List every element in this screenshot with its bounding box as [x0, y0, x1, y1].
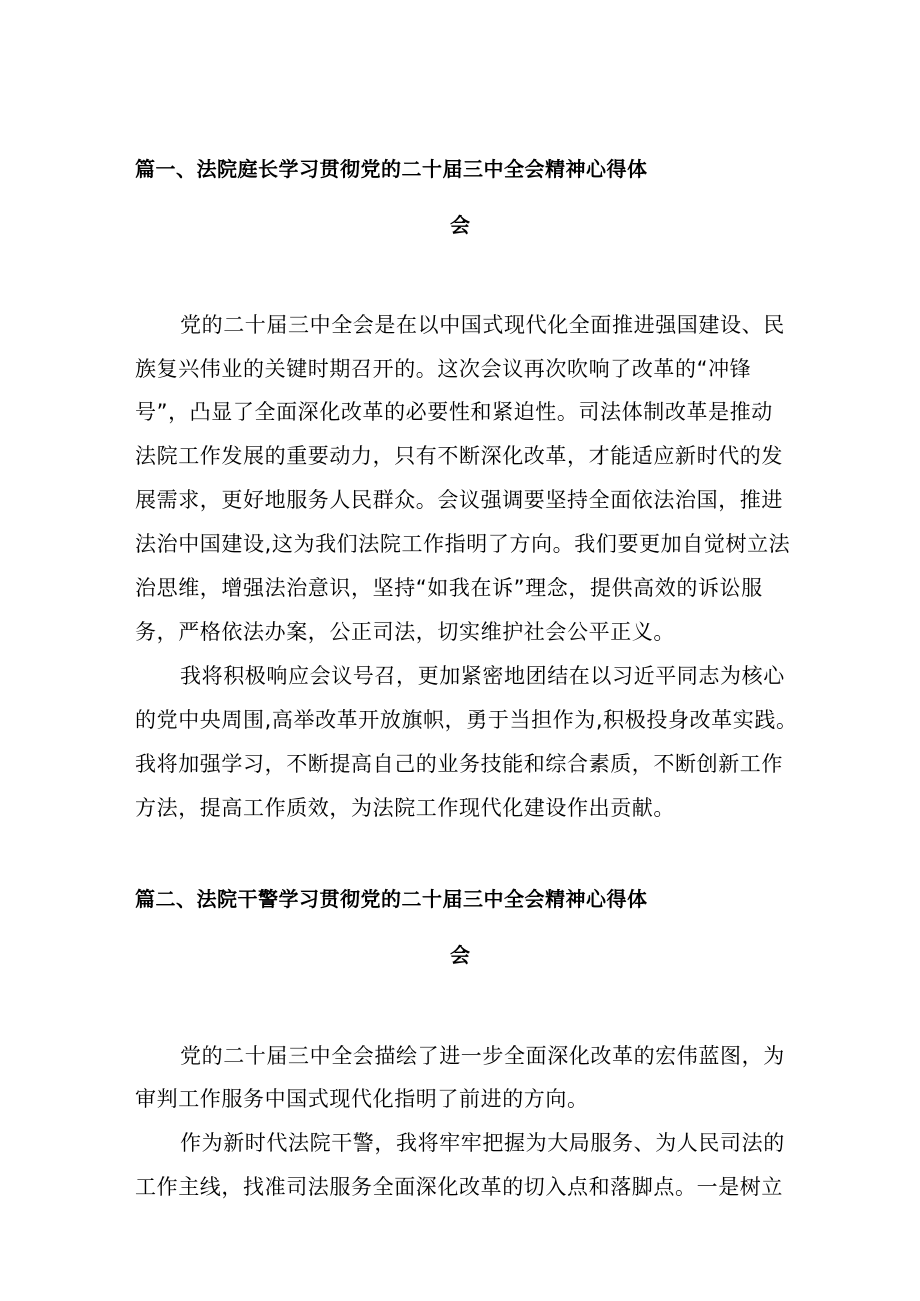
section2-p1-line1: 党的二十届三中全会描绘了进一步全面深化改革的宏伟蓝图，为 — [180, 1044, 785, 1068]
section1-p1-line6: 法治中国建设,这为我们法院工作指明了方向。我们要更加自觉树立法 — [135, 532, 791, 556]
section1-p1-line2: 族复兴伟业的关键时期召开的。这次会议再次吹响了改革的“冲锋 — [135, 357, 752, 381]
section2-p1-line2: 审判工作服务中国式现代化指明了前进的方向。 — [135, 1087, 589, 1111]
section1-title-line2: 会 — [450, 213, 470, 237]
section1-p1-line7: 治思维，增强法治意识，坚持“如我在诉”理念，提供高效的诉讼服 — [135, 576, 763, 600]
section2-title-line2: 会 — [450, 943, 470, 967]
section1-p1-line3: 号”，凸显了全面深化改革的必要性和紧迫性。司法体制改革是推动 — [135, 400, 773, 424]
section1-p2-line1: 我将积极响应会议号召，更加紧密地团结在以习近平同志为核心 — [180, 664, 785, 688]
section1-p1-line8: 务，严格依法办案，公正司法，切实维护社会公平正义。 — [135, 620, 675, 644]
section2-p2-line2: 工作主线，找准司法服务全面深化改革的切入点和落脚点。一是树立 — [135, 1175, 783, 1199]
section1-p2-line3: 我将加强学习，不断提高自己的业务技能和综合素质，不断创新工作 — [135, 752, 783, 776]
section2-p2-line1: 作为新时代法院干警，我将牢牢把握为大局服务、为人民司法的 — [180, 1131, 785, 1155]
section1-p2-line2: 的党中央周围,高举改革开放旗帜，勇于当担作为,积极投身改革实践。 — [135, 708, 798, 732]
section1-p1-line5: 展需求，更好地服务人民群众。会议强调要坚持全面依法治国，推进 — [135, 488, 783, 512]
section1-title-line1: 篇一、法院庭长学习贯彻党的二十届三中全会精神心得体 — [135, 157, 648, 181]
section1-p1-line1: 党的二十届三中全会是在以中国式现代化全面推进强国建设、民 — [180, 313, 785, 337]
section1-p1-line4: 法院工作发展的重要动力，只有不断深化改革，才能适应新时代的发 — [135, 444, 783, 468]
section1-p2-line4: 方法，提高工作质效，为法院工作现代化建设作出贡献。 — [135, 796, 675, 820]
section2-title-line1: 篇二、法院干警学习贯彻党的二十届三中全会精神心得体 — [135, 887, 648, 911]
